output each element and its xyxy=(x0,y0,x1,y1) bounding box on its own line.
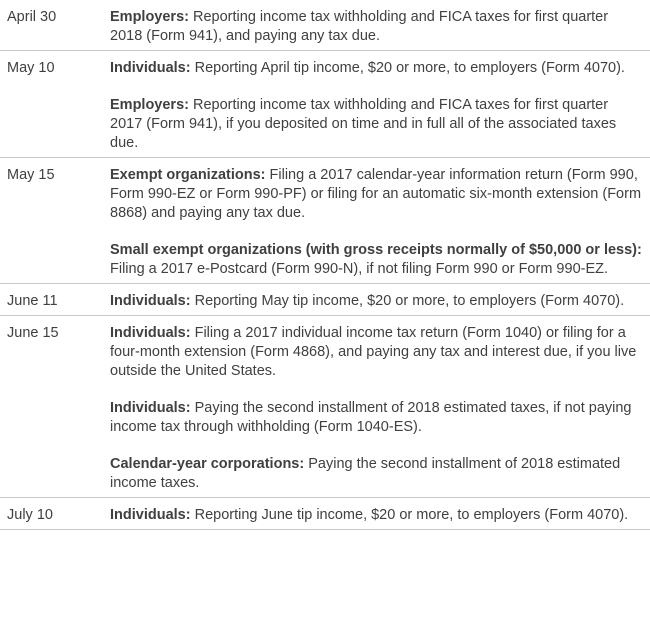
table-row xyxy=(0,316,650,498)
due-date: May 15 xyxy=(0,158,110,284)
filer-category: Individuals: xyxy=(110,325,191,341)
filer-category: Individuals: xyxy=(110,60,191,76)
table-row xyxy=(0,0,650,51)
deadline-description xyxy=(110,498,650,530)
requirement-text: Filing a 2017 e-Postcard (Form 990-N), if not filing Form 990 or Form 990-EZ. xyxy=(110,261,609,277)
deadline-description xyxy=(110,316,650,498)
table-row xyxy=(0,51,650,158)
requirement-text: Reporting income tax withholding and FICA taxes for first quarter 2018 (Form 941), and paying any tax due. xyxy=(110,9,609,44)
filer-category: Individuals: xyxy=(110,507,191,523)
requirement-text: Reporting April tip income, $20 or more, to employers (Form 4070). xyxy=(190,60,625,76)
requirement-text: Reporting income tax withholding and FICA taxes for first quarter 2017 (Form 941), if you deposited on time and in full all of the associated taxes due. xyxy=(110,97,617,151)
deadline-entry xyxy=(110,96,644,153)
deadline-entry xyxy=(110,399,644,437)
filer-category: Individuals: xyxy=(110,293,191,309)
requirement-text: Paying the second installment of 2018 estimated income taxes. xyxy=(110,456,621,491)
requirement-text: Paying the second installment of 2018 estimated taxes, if not paying income tax through withholding (Form 1040-ES). xyxy=(110,400,632,435)
filer-category: Calendar-year corporations: xyxy=(110,456,305,472)
deadline-description xyxy=(110,158,650,284)
deadline-entry xyxy=(110,292,644,311)
requirement-text: Reporting June tip income, $20 or more, to employers (Form 4070). xyxy=(190,507,629,523)
deadline-entry xyxy=(110,324,644,381)
deadline-entry xyxy=(110,455,644,493)
deadline-entry xyxy=(110,8,644,46)
filer-category: Employers: xyxy=(110,97,189,113)
due-date: June 15 xyxy=(0,316,110,498)
deadline-entry xyxy=(110,59,644,78)
filer-category: Small exempt organizations (with gross receipts normally of $50,000 or less): xyxy=(110,242,642,258)
deadline-description xyxy=(110,51,650,158)
due-date: April 30 xyxy=(0,0,110,51)
due-date: July 10 xyxy=(0,498,110,530)
deadline-description xyxy=(110,0,650,51)
requirement-text: Filing a 2017 individual income tax return (Form 1040) or filing for a four-month extension (Form 4868), and paying any tax and interest due, if you live outside the United States. xyxy=(110,325,637,379)
filer-category: Individuals: xyxy=(110,400,191,416)
deadline-entry xyxy=(110,241,644,279)
due-date: May 10 xyxy=(0,51,110,158)
table-row xyxy=(0,158,650,284)
requirement-text: Filing a 2017 calendar-year information return (Form 990, Form 990-EZ or Form 990-PF) or filing for an automatic six-month extension (Form 8868) and paying any tax due. xyxy=(110,167,642,221)
deadline-entry xyxy=(110,506,644,525)
due-date: June 11 xyxy=(0,284,110,316)
deadline-entry xyxy=(110,166,644,223)
requirement-text: Reporting May tip income, $20 or more, to employers (Form 4070). xyxy=(190,293,625,309)
deadline-description xyxy=(110,284,650,316)
filer-category: Employers: xyxy=(110,9,189,25)
table-row xyxy=(0,284,650,316)
table-row xyxy=(0,498,650,530)
filer-category: Exempt organizations: xyxy=(110,167,266,183)
